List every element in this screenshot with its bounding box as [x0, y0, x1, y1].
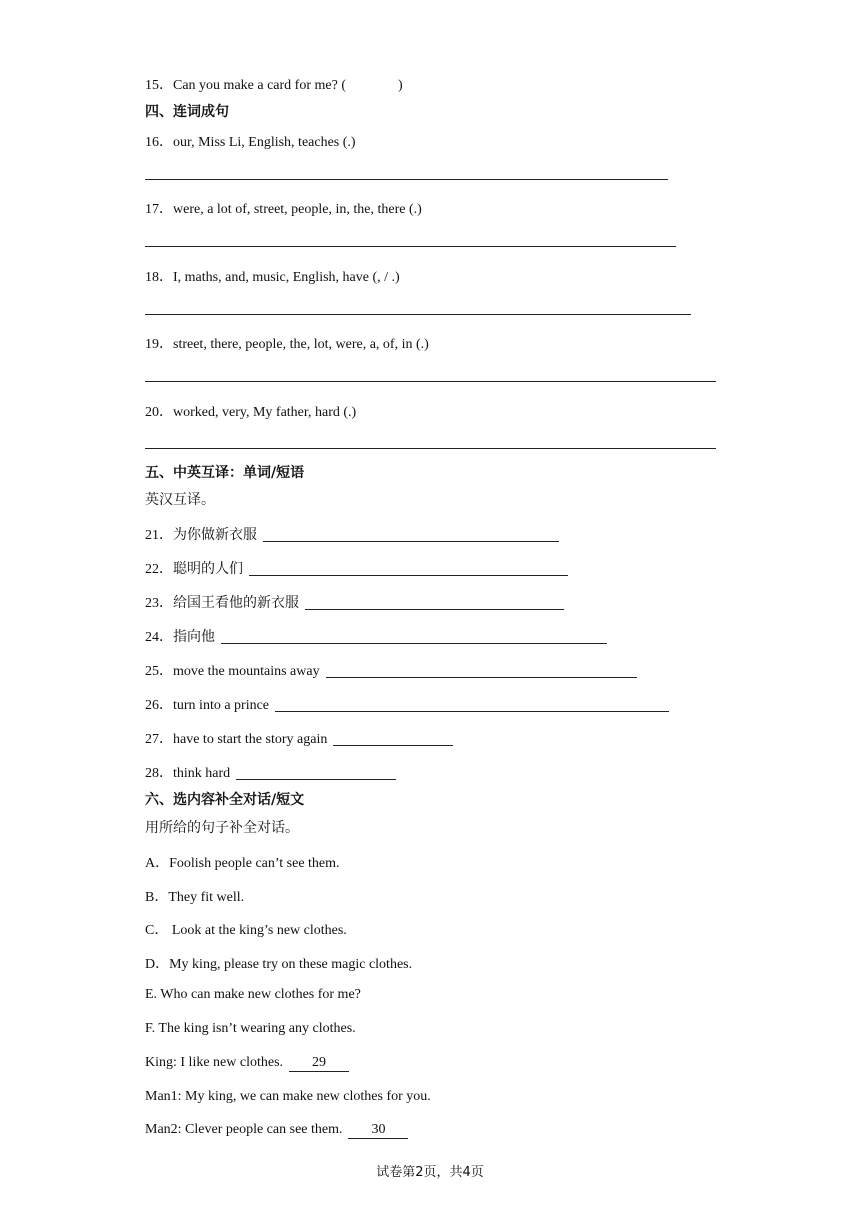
section-6-title: 六、选内容补全对话/短文 — [145, 792, 305, 808]
question-text: 指向他 — [173, 629, 215, 645]
answer-blank-30[interactable]: 30 — [348, 1122, 408, 1139]
answer-blank-28[interactable] — [236, 765, 396, 780]
dialog-line-man1: Man1: My king, we can make new clothes for you. — [145, 1089, 431, 1104]
option-b: B．They fit well. — [145, 890, 245, 905]
question-number: 24． — [145, 630, 173, 645]
question-text: 聪明的人们 — [173, 561, 243, 577]
question-number: 19． — [145, 337, 173, 352]
question-26 — [145, 694, 669, 714]
dialog-line-king — [145, 1055, 349, 1072]
question-15 — [145, 74, 403, 94]
question-24 — [145, 626, 607, 646]
question-17 — [145, 198, 422, 218]
dialog-line-man2 — [145, 1122, 408, 1139]
section-5-instruction: 英汉互译。 — [145, 492, 215, 508]
question-27 — [145, 728, 453, 748]
question-22 — [145, 558, 568, 578]
section-6-instruction: 用所给的句子补全对话。 — [145, 820, 299, 836]
question-number: 21． — [145, 528, 173, 543]
answer-blank-25[interactable] — [326, 663, 637, 678]
question-text: move the mountains away — [173, 664, 320, 679]
question-number: 22． — [145, 562, 173, 577]
question-text: worked, very, My father, hard (.) — [173, 405, 357, 420]
question-text: turn into a prince — [173, 698, 270, 713]
question-number: 20． — [145, 405, 173, 420]
answer-blank-21[interactable] — [263, 527, 559, 542]
question-number: 18． — [145, 270, 173, 285]
question-16 — [145, 131, 356, 151]
question-number: 17． — [145, 202, 173, 217]
question-text: Can you make a card for me? ( — [173, 78, 346, 93]
page-footer: 试卷第2页，共4页 — [376, 1165, 484, 1180]
answer-line-17[interactable] — [145, 246, 676, 247]
question-number: 25． — [145, 664, 173, 679]
dialog-text: Man2: Clever people can see them. — [145, 1122, 343, 1137]
paren-close: ) — [397, 78, 403, 93]
option-c: C． Look at the king’s new clothes. — [145, 923, 347, 938]
question-18 — [145, 266, 400, 286]
question-21 — [145, 524, 559, 544]
option-a: A．Foolish people can’t see them. — [145, 856, 340, 871]
answer-blank-22[interactable] — [249, 561, 568, 576]
answer-blank-29[interactable]: 29 — [289, 1055, 349, 1072]
question-19 — [145, 333, 429, 353]
section-5-title: 五、中英互译：单词/短语 — [145, 465, 305, 481]
question-text: think hard — [173, 766, 231, 781]
answer-line-19[interactable] — [145, 381, 716, 382]
question-text: 给国王看他的新衣服 — [173, 595, 299, 611]
dialog-text: King: I like new clothes. — [145, 1055, 284, 1070]
answer-line-20[interactable] — [145, 448, 716, 449]
question-text: street, there, people, the, lot, were, a, of, in (.) — [173, 337, 429, 352]
question-23 — [145, 592, 564, 612]
answer-line-16[interactable] — [145, 179, 668, 180]
question-number: 26． — [145, 698, 173, 713]
question-text: 为你做新衣服 — [173, 527, 257, 543]
option-f: F. The king isn’t wearing any clothes. — [145, 1021, 356, 1036]
question-text: have to start the story again — [173, 732, 328, 747]
answer-blank-27[interactable] — [333, 731, 453, 746]
option-e: E. Who can make new clothes for me? — [145, 987, 361, 1002]
question-number: 28． — [145, 766, 173, 781]
question-28 — [145, 762, 396, 782]
answer-blank-23[interactable] — [305, 595, 564, 610]
answer-blank-24[interactable] — [221, 629, 607, 644]
question-number: 27． — [145, 732, 173, 747]
section-4-title: 四、连词成句 — [145, 104, 229, 120]
question-text: our, Miss Li, English, teaches (.) — [173, 135, 356, 150]
option-d: D．My king, please try on these magic clothes. — [145, 957, 413, 972]
question-20 — [145, 401, 356, 421]
question-text: I, maths, and, music, English, have (, / .) — [173, 270, 400, 285]
question-text: were, a lot of, street, people, in, the, there (.) — [173, 202, 422, 217]
question-number: 15． — [145, 78, 173, 93]
question-number: 16． — [145, 135, 173, 150]
question-number: 23． — [145, 596, 173, 611]
answer-blank-26[interactable] — [275, 697, 669, 712]
question-25 — [145, 660, 637, 680]
answer-line-18[interactable] — [145, 314, 691, 315]
